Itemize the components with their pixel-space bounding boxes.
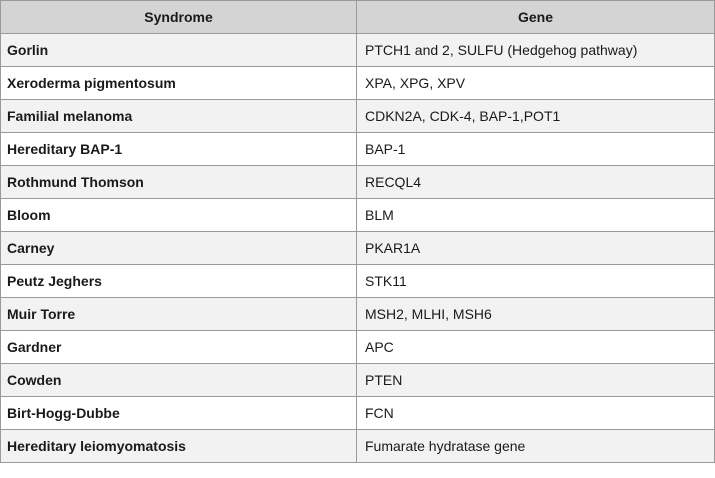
syndrome-cell: Hereditary leiomyomatosis — [1, 430, 357, 463]
gene-cell: CDKN2A, CDK-4, BAP-1,POT1 — [357, 100, 715, 133]
gene-cell: PTEN — [357, 364, 715, 397]
table-row — [1, 331, 715, 364]
gene-cell: PKAR1A — [357, 232, 715, 265]
syndrome-cell: Rothmund Thomson — [1, 166, 357, 199]
table-row — [1, 364, 715, 397]
syndrome-cell: Familial melanoma — [1, 100, 357, 133]
syndrome-cell: Birt-Hogg-Dubbe — [1, 397, 357, 430]
syndrome-cell: Carney — [1, 232, 357, 265]
syndrome-column-header: Syndrome — [1, 1, 357, 34]
gene-cell: STK11 — [357, 265, 715, 298]
gene-column-header: Gene — [357, 1, 715, 34]
gene-cell: RECQL4 — [357, 166, 715, 199]
table-row — [1, 67, 715, 100]
gene-cell: MSH2, MLHI, MSH6 — [357, 298, 715, 331]
syndrome-cell: Muir Torre — [1, 298, 357, 331]
syndrome-cell: Xeroderma pigmentosum — [1, 67, 357, 100]
table-row — [1, 265, 715, 298]
table-row — [1, 34, 715, 67]
table-row — [1, 199, 715, 232]
gene-cell: PTCH1 and 2, SULFU (Hedgehog pathway) — [357, 34, 715, 67]
syndrome-cell: Gardner — [1, 331, 357, 364]
syndrome-cell: Cowden — [1, 364, 357, 397]
gene-cell: APC — [357, 331, 715, 364]
table-row — [1, 166, 715, 199]
table-row — [1, 232, 715, 265]
gene-cell: Fumarate hydratase gene — [357, 430, 715, 463]
table-row — [1, 298, 715, 331]
syndrome-cell: Hereditary BAP-1 — [1, 133, 357, 166]
header-row — [1, 1, 715, 34]
table-header — [1, 1, 715, 34]
table-row — [1, 397, 715, 430]
syndrome-cell: Gorlin — [1, 34, 357, 67]
gene-cell: BLM — [357, 199, 715, 232]
gene-cell: XPA, XPG, XPV — [357, 67, 715, 100]
table-row — [1, 133, 715, 166]
gene-cell: BAP-1 — [357, 133, 715, 166]
syndrome-cell: Bloom — [1, 199, 357, 232]
table-body — [1, 34, 715, 463]
gene-cell: FCN — [357, 397, 715, 430]
syndrome-cell: Peutz Jeghers — [1, 265, 357, 298]
table-row — [1, 430, 715, 463]
table-row — [1, 100, 715, 133]
